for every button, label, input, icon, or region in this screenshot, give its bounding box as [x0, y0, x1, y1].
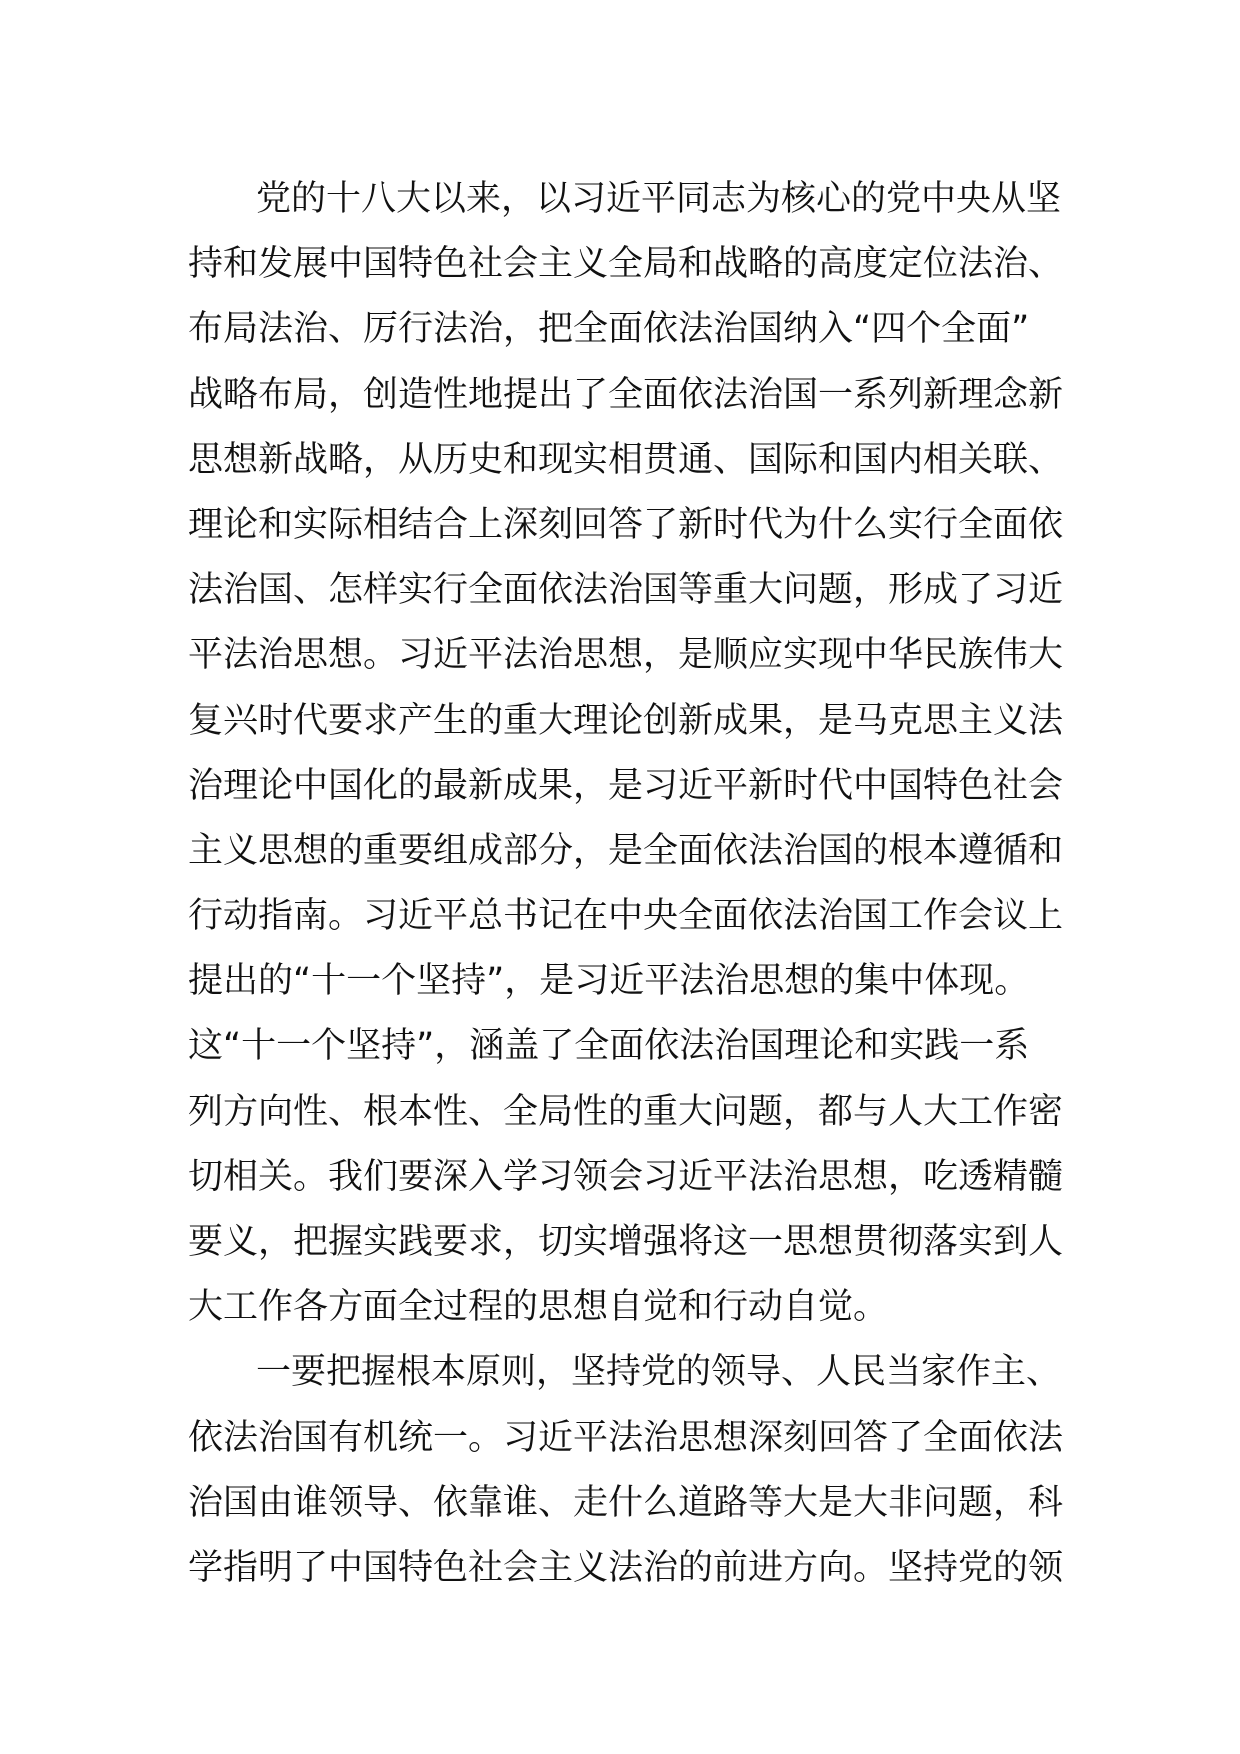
body-text [188, 167, 1068, 1601]
paragraph-1-line: 主义思想的重要组成部分，是全面依法治国的根本遵循和 [188, 830, 1064, 871]
paragraph-1-line: 列方向性、根本性、全局性的重大问题，都与人大工作密 [188, 1091, 1064, 1132]
paragraph-1-line: 要义，把握实践要求，切实增强将这一思想贯彻落实到人 [188, 1222, 1064, 1262]
paragraph-1-line: 战略布局，创造性地提出了全面依法治国一系列新理念新 [188, 374, 1064, 415]
paragraph-1-line: 平法治思想。习近平法治思想，是顺应实现中华民族伟大 [188, 635, 1064, 676]
paragraph-1-line: 思想新战略，从历史和现实相贯通、国际和国内相关联、 [188, 439, 1064, 480]
paragraph-2-line: 一要把握根本原则，坚持党的领导、人民当家作主、 [256, 1352, 1062, 1393]
paragraph-1-line: 布局法治、厉行法治，把全面依法治国纳入“四个全面” [188, 309, 1030, 350]
paragraph-1-line: 切相关。我们要深入学习领会习近平法治思想，吃透精髓 [188, 1156, 1064, 1197]
paragraph-1-line: 行动指南。习近平总书记在中央全面依法治国工作会议上 [188, 896, 1064, 937]
paragraph-1-line: 党的十八大以来，以习近平同志为核心的党中央从坚 [256, 179, 1062, 219]
paragraph-2-line: 治国由谁领导、依靠谁、走什么道路等大是大非问题，科 [188, 1482, 1064, 1523]
paragraph-1-line: 持和发展中国特色社会主义全局和战略的高度定位法治、 [188, 244, 1064, 285]
paragraph-1-line: 大工作各方面全过程的思想自觉和行动自觉。 [188, 1287, 889, 1328]
paragraph-1-line: 理论和实际相结合上深刻回答了新时代为什么实行全面依 [188, 504, 1064, 545]
paragraph-1-line: 这“十一个坚持”，涵盖了全面依法治国理论和实践一系 [188, 1026, 1030, 1067]
paragraph-1-line: 复兴时代要求产生的重大理论创新成果，是马克思主义法 [188, 700, 1064, 741]
paragraph-2-line: 学指明了中国特色社会主义法治的前进方向。坚持党的领 [188, 1547, 1064, 1588]
paragraph-1-line: 提出的“十一个坚持”，是习近平法治思想的集中体现。 [188, 961, 1030, 1002]
paragraph-2-line: 依法治国有机统一。习近平法治思想深刻回答了全面依法 [188, 1417, 1064, 1458]
paragraph-1-line: 法治国、怎样实行全面依法治国等重大问题，形成了习近 [188, 570, 1064, 611]
paragraph-1-line: 治理论中国化的最新成果，是习近平新时代中国特色社会 [188, 765, 1064, 806]
